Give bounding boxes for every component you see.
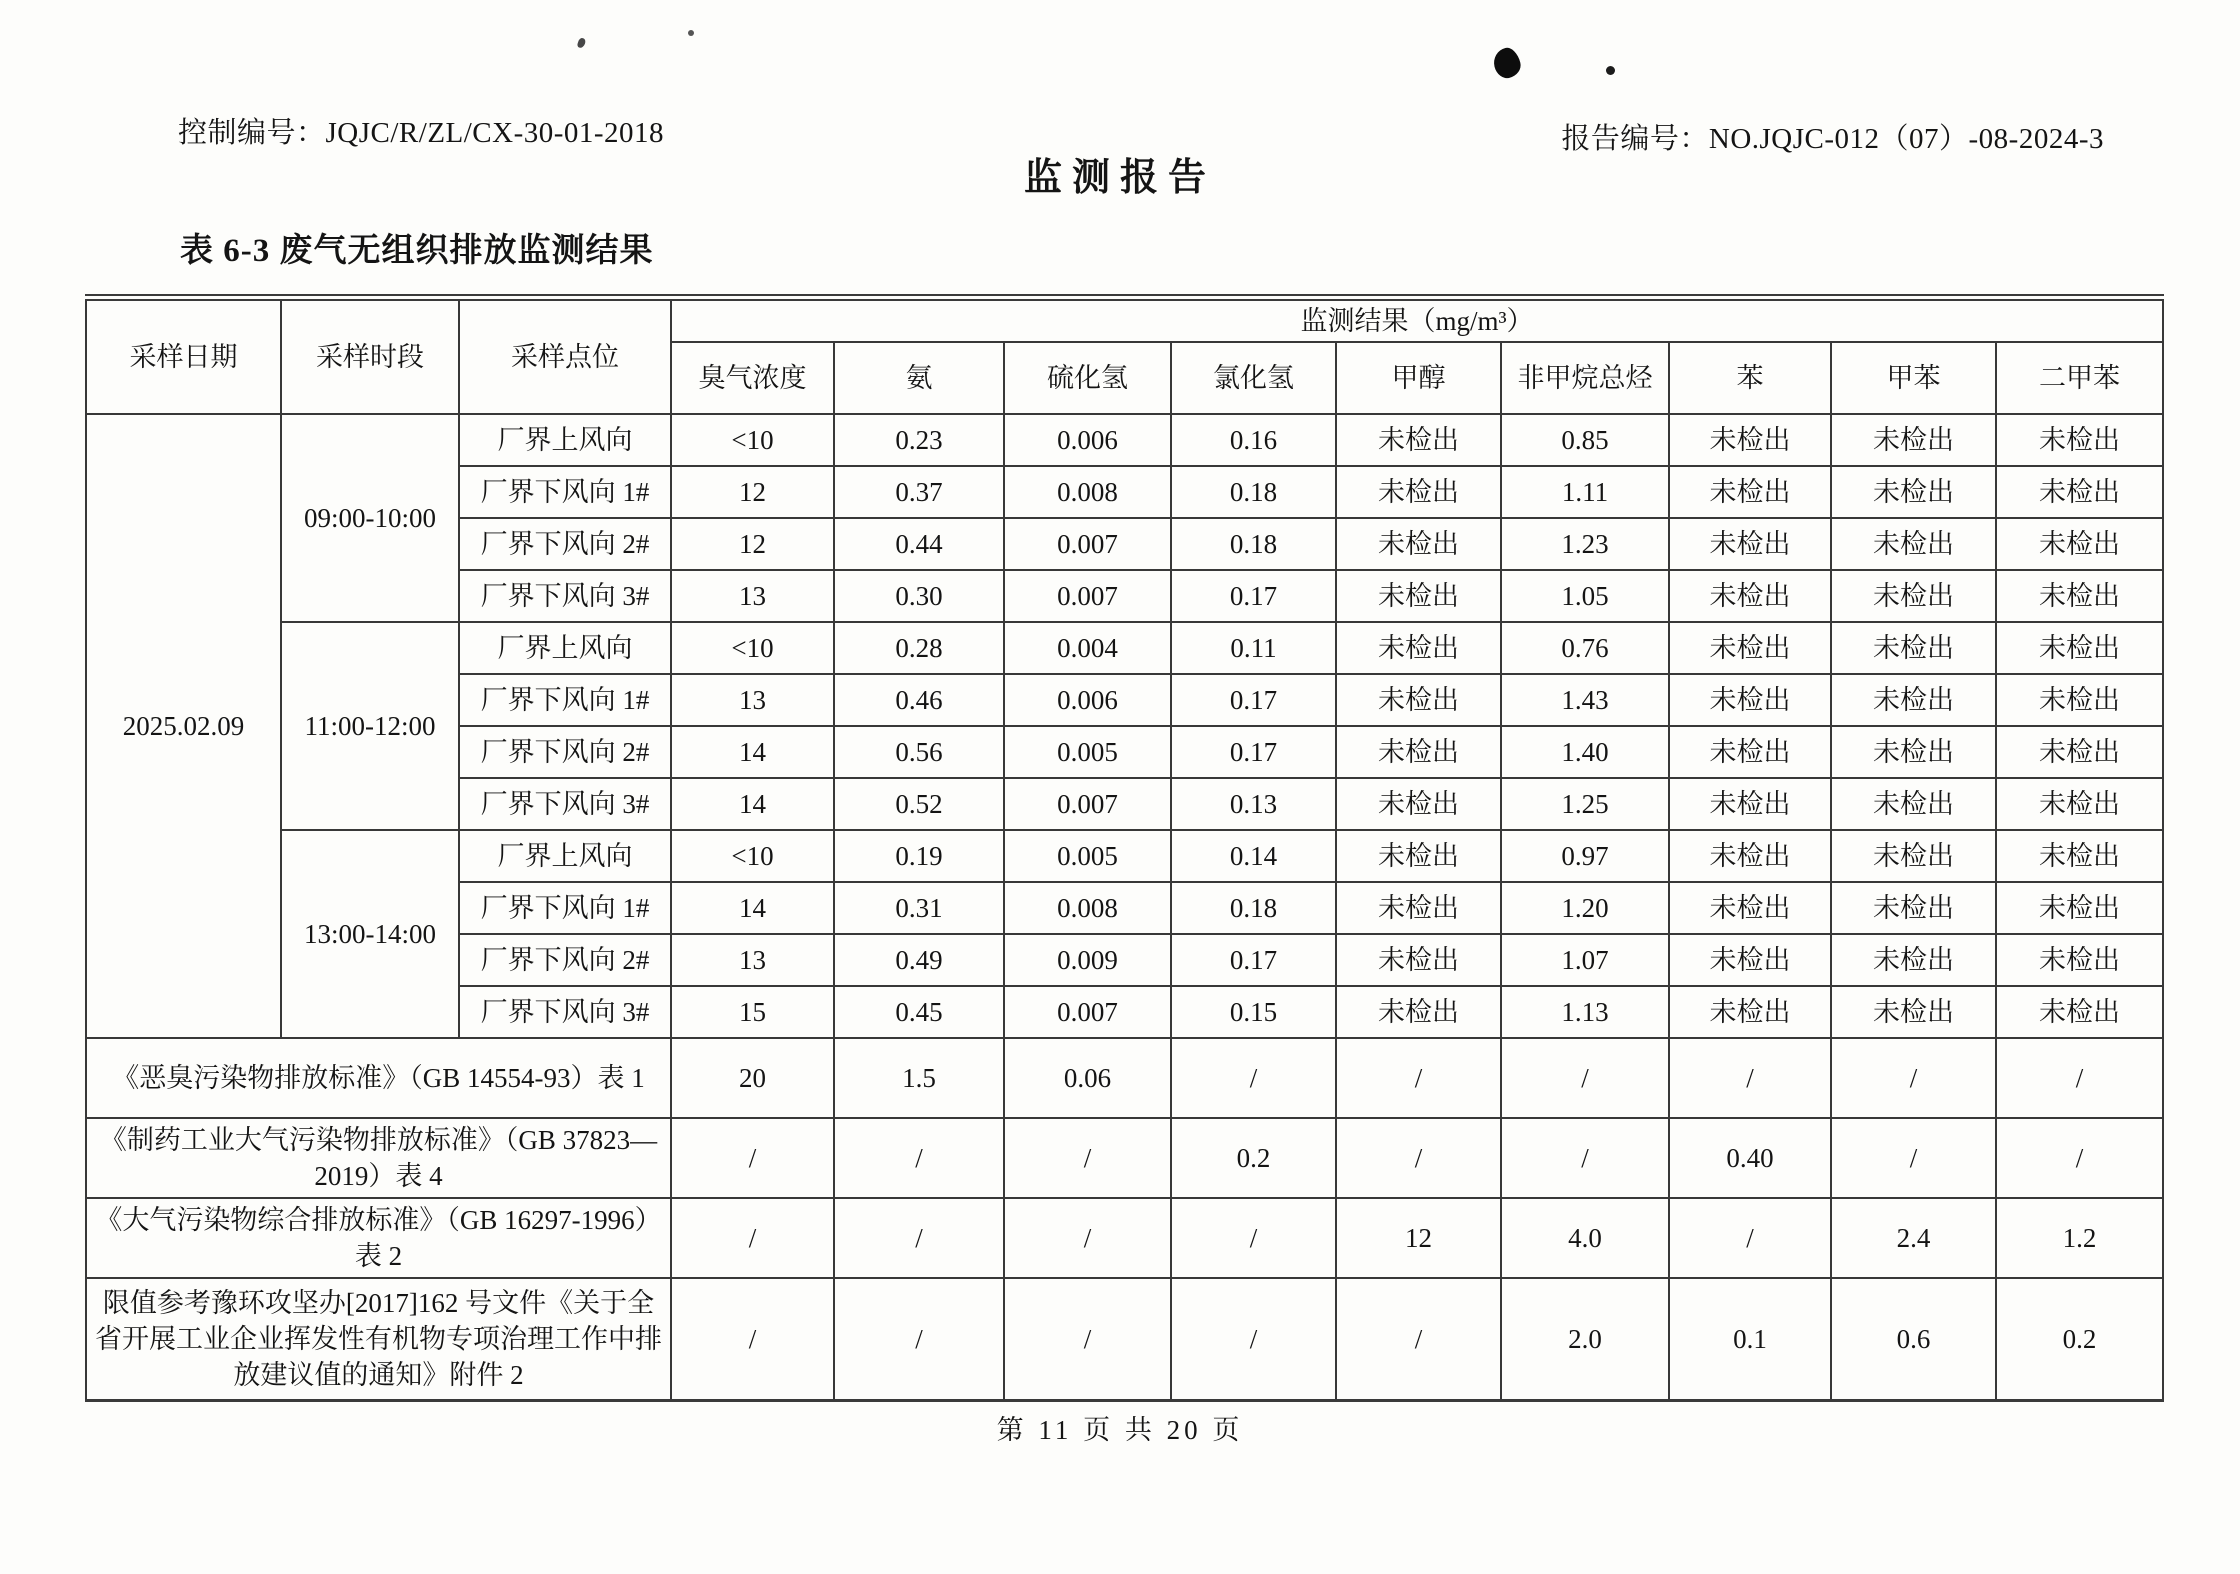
limit-cell: 0.2 — [1171, 1118, 1336, 1198]
result-cell: 未检出 — [1669, 622, 1831, 674]
result-cell: 0.28 — [834, 622, 1004, 674]
limit-cell: 20 — [671, 1038, 834, 1118]
header-pollutant-nmhc: 非甲烷总烃 — [1501, 342, 1669, 414]
result-cell: 未检出 — [1831, 934, 1996, 986]
result-cell: 未检出 — [1669, 726, 1831, 778]
table-row — [86, 622, 2163, 674]
result-cell: 0.008 — [1004, 882, 1171, 934]
limit-cell: / — [1669, 1198, 1831, 1278]
header-sample-date: 采样日期 — [86, 298, 281, 415]
sample-point-cell: 厂界下风向 1# — [459, 674, 671, 726]
header-sample-period: 采样时段 — [281, 298, 459, 415]
page-title: 监测报告 — [1023, 157, 1216, 199]
result-cell: 0.18 — [1171, 882, 1336, 934]
limit-cell: 4.0 — [1501, 1198, 1669, 1278]
result-cell: 未检出 — [1336, 882, 1501, 934]
result-cell: 1.05 — [1501, 570, 1669, 622]
result-cell: 1.43 — [1501, 674, 1669, 726]
result-cell: 0.76 — [1501, 622, 1669, 674]
scan-speck-icon — [577, 37, 587, 49]
limit-cell: / — [1996, 1118, 2163, 1198]
limit-cell: / — [1831, 1118, 1996, 1198]
limit-cell: / — [1336, 1038, 1501, 1118]
result-cell: 0.31 — [834, 882, 1004, 934]
result-cell: 13 — [671, 934, 834, 986]
result-cell: 12 — [671, 466, 834, 518]
result-cell: 0.45 — [834, 986, 1004, 1038]
result-cell: 未检出 — [1996, 414, 2163, 466]
limit-cell: / — [1669, 1038, 1831, 1118]
header-pollutant-toluene: 甲苯 — [1831, 342, 1996, 414]
limit-cell: / — [671, 1278, 834, 1400]
limit-cell: / — [1171, 1198, 1336, 1278]
result-cell: 未检出 — [1336, 934, 1501, 986]
header-sample-point: 采样点位 — [459, 298, 671, 415]
sample-point-cell: 厂界下风向 2# — [459, 518, 671, 570]
result-cell: 0.37 — [834, 466, 1004, 518]
result-cell: 0.005 — [1004, 726, 1171, 778]
result-cell: 未检出 — [1831, 778, 1996, 830]
limit-cell: / — [834, 1118, 1004, 1198]
limit-cell: 1.2 — [1996, 1198, 2163, 1278]
result-cell: 未检出 — [1831, 414, 1996, 466]
sample-period-cell: 11:00-12:00 — [281, 622, 459, 830]
result-cell: 0.14 — [1171, 830, 1336, 882]
header-pollutant-methanol: 甲醇 — [1336, 342, 1501, 414]
result-cell: 14 — [671, 778, 834, 830]
result-cell: 0.18 — [1171, 466, 1336, 518]
result-cell: 0.46 — [834, 674, 1004, 726]
result-cell: 0.004 — [1004, 622, 1171, 674]
result-cell: 未检出 — [1669, 570, 1831, 622]
result-cell: 未检出 — [1336, 778, 1501, 830]
result-cell: 12 — [671, 518, 834, 570]
result-cell: 0.44 — [834, 518, 1004, 570]
result-cell: 0.008 — [1004, 466, 1171, 518]
result-cell: 未检出 — [1831, 882, 1996, 934]
standard-label: 《制药工业大气污染物排放标准》（GB 37823—2019）表 4 — [86, 1118, 671, 1198]
sample-point-cell: 厂界下风向 2# — [459, 934, 671, 986]
limit-cell: / — [1501, 1118, 1669, 1198]
result-cell: 未检出 — [1669, 518, 1831, 570]
result-cell: 0.005 — [1004, 830, 1171, 882]
result-cell: 未检出 — [1831, 674, 1996, 726]
result-cell: 15 — [671, 986, 834, 1038]
result-cell: 未检出 — [1831, 570, 1996, 622]
result-cell: 14 — [671, 882, 834, 934]
result-cell: 未检出 — [1996, 986, 2163, 1038]
result-cell: 未检出 — [1669, 934, 1831, 986]
sample-point-cell: 厂界上风向 — [459, 414, 671, 466]
report-number: 报告编号：NO.JQJC-012（07）-08-2024-3 — [1561, 123, 2104, 155]
result-cell: 0.17 — [1171, 674, 1336, 726]
header-pollutant-h2s: 硫化氢 — [1004, 342, 1171, 414]
limit-cell: / — [1336, 1278, 1501, 1400]
limit-cell: 2.4 — [1831, 1198, 1996, 1278]
table-row — [86, 414, 2163, 466]
result-cell: 0.19 — [834, 830, 1004, 882]
header-pollutant-hcl: 氯化氢 — [1171, 342, 1336, 414]
result-cell: 未检出 — [1669, 674, 1831, 726]
standard-row — [86, 1118, 2163, 1198]
limit-cell: / — [1996, 1038, 2163, 1118]
limit-cell: 2.0 — [1501, 1278, 1669, 1400]
result-cell: 0.85 — [1501, 414, 1669, 466]
result-cell: 未检出 — [1669, 830, 1831, 882]
result-cell: <10 — [671, 830, 834, 882]
result-cell: 0.30 — [834, 570, 1004, 622]
limit-cell: / — [834, 1198, 1004, 1278]
sample-point-cell: 厂界下风向 3# — [459, 986, 671, 1038]
result-cell: 未检出 — [1831, 518, 1996, 570]
limit-cell: 0.1 — [1669, 1278, 1831, 1400]
result-cell: 未检出 — [1996, 830, 2163, 882]
result-cell: 14 — [671, 726, 834, 778]
result-cell: 未检出 — [1996, 934, 2163, 986]
ink-blob-icon — [1491, 45, 1523, 80]
result-cell: 0.23 — [834, 414, 1004, 466]
header-pollutant-odor: 臭气浓度 — [671, 342, 834, 414]
sample-period-cell: 09:00-10:00 — [281, 414, 459, 622]
result-cell: 0.007 — [1004, 986, 1171, 1038]
result-cell: 13 — [671, 674, 834, 726]
result-cell: 0.56 — [834, 726, 1004, 778]
result-cell: 0.49 — [834, 934, 1004, 986]
result-cell: 未检出 — [1996, 466, 2163, 518]
limit-cell: / — [1336, 1118, 1501, 1198]
result-cell: 未检出 — [1336, 830, 1501, 882]
table-row — [86, 830, 2163, 882]
result-cell: 未检出 — [1336, 986, 1501, 1038]
result-cell: <10 — [671, 414, 834, 466]
result-cell: 未检出 — [1669, 778, 1831, 830]
standard-row — [86, 1278, 2163, 1400]
result-cell: 0.13 — [1171, 778, 1336, 830]
result-cell: 0.006 — [1004, 414, 1171, 466]
page-number-footer: 第 11 页 共 20 页 — [996, 1415, 1244, 1445]
result-cell: 0.009 — [1004, 934, 1171, 986]
result-cell: 0.007 — [1004, 570, 1171, 622]
result-cell: 未检出 — [1669, 882, 1831, 934]
limit-cell: / — [1004, 1278, 1171, 1400]
limit-cell: 0.6 — [1831, 1278, 1996, 1400]
limit-cell: 0.40 — [1669, 1118, 1831, 1198]
result-cell: 未检出 — [1336, 466, 1501, 518]
limit-cell: 1.5 — [834, 1038, 1004, 1118]
result-cell: 0.17 — [1171, 934, 1336, 986]
result-cell: 1.20 — [1501, 882, 1669, 934]
limit-cell: 0.2 — [1996, 1278, 2163, 1400]
result-cell: 1.40 — [1501, 726, 1669, 778]
sample-point-cell: 厂界上风向 — [459, 622, 671, 674]
result-cell: 未检出 — [1336, 622, 1501, 674]
result-cell: 0.17 — [1171, 570, 1336, 622]
result-cell: 未检出 — [1669, 414, 1831, 466]
result-cell: 13 — [671, 570, 834, 622]
result-cell: 1.25 — [1501, 778, 1669, 830]
standard-row — [86, 1198, 2163, 1278]
result-cell: 0.11 — [1171, 622, 1336, 674]
result-cell: 未检出 — [1996, 882, 2163, 934]
sample-date-cell: 2025.02.09 — [86, 414, 281, 1038]
sample-point-cell: 厂界下风向 2# — [459, 726, 671, 778]
result-cell: 未检出 — [1996, 726, 2163, 778]
limit-cell: / — [1171, 1038, 1336, 1118]
limit-cell: / — [1501, 1038, 1669, 1118]
sample-point-cell: 厂界下风向 1# — [459, 882, 671, 934]
scan-speck-icon — [688, 30, 694, 36]
result-cell: 未检出 — [1831, 726, 1996, 778]
sample-point-cell: 厂界下风向 3# — [459, 570, 671, 622]
result-cell: 未检出 — [1996, 778, 2163, 830]
ink-dot-icon — [1606, 66, 1615, 75]
result-cell: 未检出 — [1996, 674, 2163, 726]
result-cell: 0.97 — [1501, 830, 1669, 882]
result-cell: 未检出 — [1336, 414, 1501, 466]
result-cell: 1.23 — [1501, 518, 1669, 570]
limit-cell: / — [1831, 1038, 1996, 1118]
result-cell: 0.007 — [1004, 778, 1171, 830]
table-caption: 表 6-3 废气无组织排放监测结果 — [180, 233, 654, 269]
header-pollutant-xylene: 二甲苯 — [1996, 342, 2163, 414]
result-cell: 未检出 — [1336, 570, 1501, 622]
sample-point-cell: 厂界上风向 — [459, 830, 671, 882]
result-cell: 未检出 — [1336, 518, 1501, 570]
result-cell: 0.006 — [1004, 674, 1171, 726]
standard-label: 《大气污染物综合排放标准》（GB 16297-1996）表 2 — [86, 1198, 671, 1278]
result-cell: 未检出 — [1831, 986, 1996, 1038]
limit-cell: 0.06 — [1004, 1038, 1171, 1118]
result-cell: 未检出 — [1336, 674, 1501, 726]
standard-row — [86, 1038, 2163, 1118]
result-cell: 未检出 — [1831, 466, 1996, 518]
limit-cell: / — [1171, 1278, 1336, 1400]
result-cell: 未检出 — [1669, 986, 1831, 1038]
sample-point-cell: 厂界下风向 3# — [459, 778, 671, 830]
result-cell: 0.52 — [834, 778, 1004, 830]
monitoring-results-table — [85, 294, 2164, 1402]
result-cell: 0.17 — [1171, 726, 1336, 778]
header-pollutant-ammonia: 氨 — [834, 342, 1004, 414]
sample-point-cell: 厂界下风向 1# — [459, 466, 671, 518]
result-cell: 1.11 — [1501, 466, 1669, 518]
limit-cell: / — [834, 1278, 1004, 1400]
result-cell: 未检出 — [1831, 830, 1996, 882]
result-cell: 0.16 — [1171, 414, 1336, 466]
result-cell: 未检出 — [1996, 570, 2163, 622]
result-cell: 未检出 — [1996, 518, 2163, 570]
result-cell: 未检出 — [1831, 622, 1996, 674]
standard-label: 限值参考豫环攻坚办[2017]162 号文件《关于全省开展工业企业挥发性有机物专项治理工作中排放建议值的通知》附件 2 — [86, 1278, 671, 1400]
result-cell: 未检出 — [1336, 726, 1501, 778]
limit-cell: / — [671, 1198, 834, 1278]
result-cell: 0.007 — [1004, 518, 1171, 570]
standard-label: 《恶臭污染物排放标准》（GB 14554-93）表 1 — [86, 1038, 671, 1118]
sample-period-cell: 13:00-14:00 — [281, 830, 459, 1038]
limit-cell: / — [1004, 1198, 1171, 1278]
result-cell: 0.15 — [1171, 986, 1336, 1038]
limit-cell: / — [1004, 1118, 1171, 1198]
result-cell: 1.13 — [1501, 986, 1669, 1038]
result-cell: 0.18 — [1171, 518, 1336, 570]
control-number: 控制编号：JQJC/R/ZL/CX-30-01-2018 — [178, 117, 665, 149]
result-cell: 未检出 — [1996, 622, 2163, 674]
result-cell: 1.07 — [1501, 934, 1669, 986]
limit-cell: / — [671, 1118, 834, 1198]
header-result-group: 监测结果（mg/m³） — [671, 298, 2163, 343]
result-cell: 未检出 — [1669, 466, 1831, 518]
result-cell: <10 — [671, 622, 834, 674]
limit-cell: 12 — [1336, 1198, 1501, 1278]
header-pollutant-benzene: 苯 — [1669, 342, 1831, 414]
